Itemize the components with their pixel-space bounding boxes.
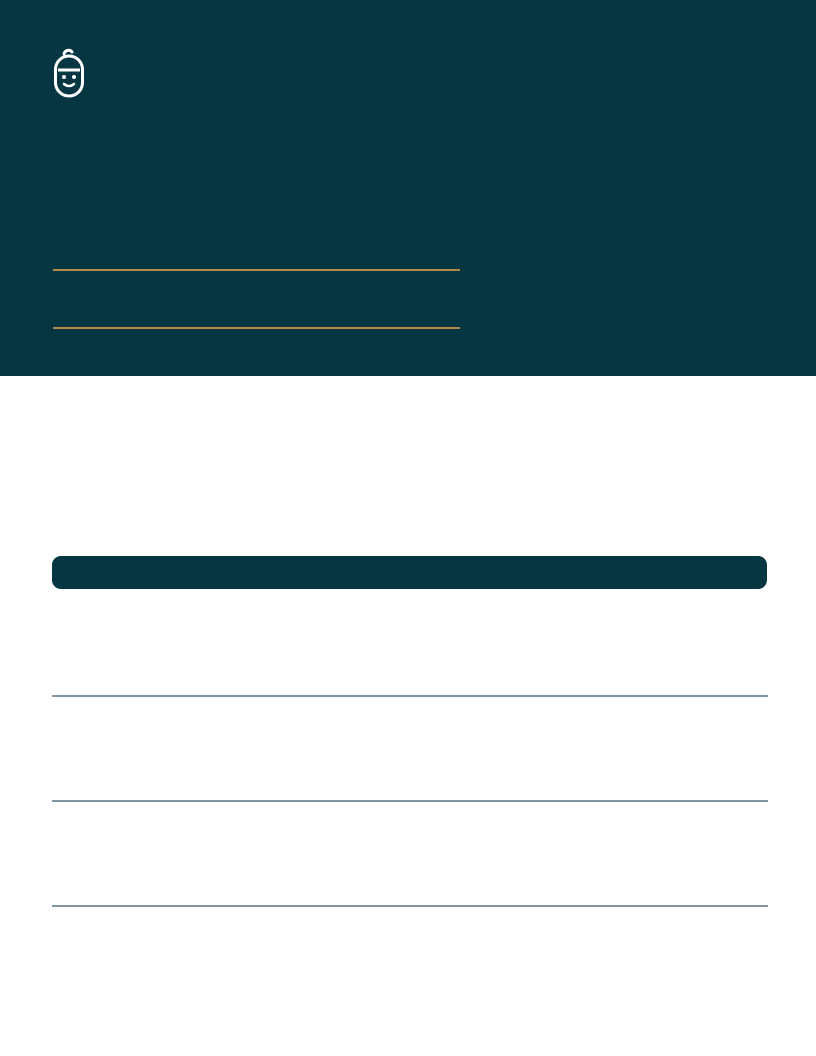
list-item — [52, 802, 768, 907]
divider-bottom — [53, 327, 460, 329]
diamond-pattern-bottom-left — [0, 938, 180, 1056]
section-header — [52, 556, 767, 589]
brand-logo — [53, 48, 90, 98]
divider-top — [53, 269, 460, 271]
responsibilities-list — [52, 592, 768, 907]
baby-face-icon — [53, 48, 85, 98]
header-banner — [0, 0, 816, 376]
list-item — [52, 592, 768, 697]
diamond-pattern-top-right — [616, 0, 816, 376]
list-item — [52, 697, 768, 802]
